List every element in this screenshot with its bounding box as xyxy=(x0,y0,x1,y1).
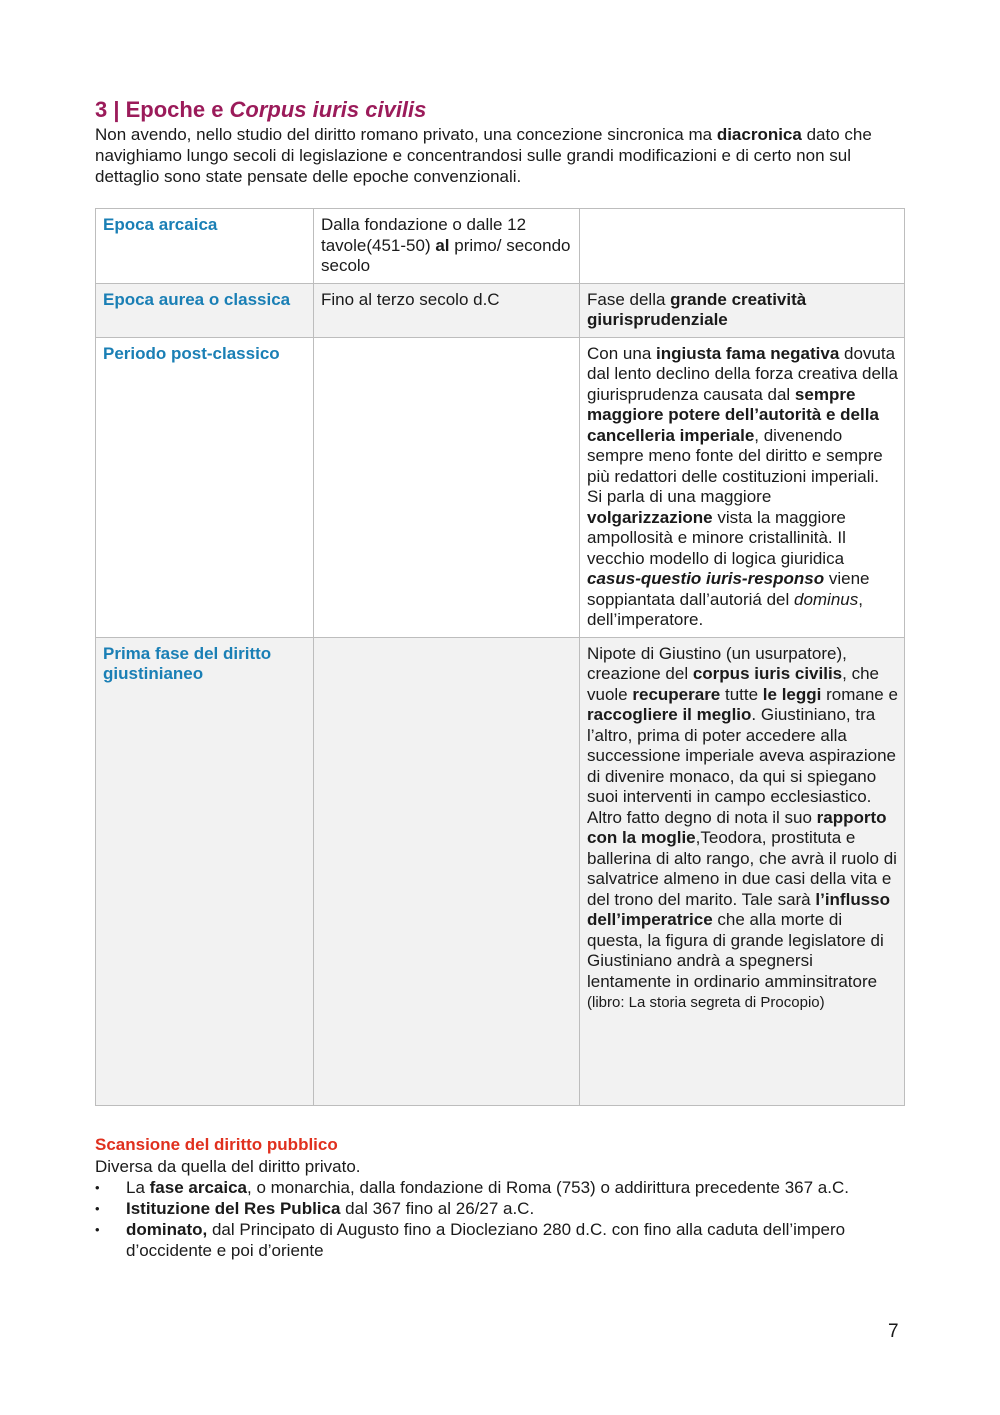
desc-text: ,Teodora, prostituta e ballerina di alto rango, che avrà il ruolo di salvatrice almeno in due casi della vita e del trono del marito. Tale sarà xyxy=(587,828,897,909)
intro-text: Non avendo, nello studio del diritto romano privato, una concezione sincronica ma xyxy=(95,125,717,144)
item-text: La xyxy=(126,1177,150,1197)
intro-bold: diacronica xyxy=(716,125,802,144)
public-law-intro: Diversa da quella del diritto privato. xyxy=(95,1156,361,1176)
desc-bold: le leggi xyxy=(762,684,822,704)
item-text: , o monarchia, dalla fondazione di Roma (753) o addirittura precedente 367 a.C. xyxy=(247,1177,849,1197)
epoch-description xyxy=(580,637,905,1105)
intro-text: dato che navighiamo lungo secoli di legislazione e concentrandosi sulle grandi modificazioni e di certo non sul dettaglio sono state pensate delle epoche convenzionali. xyxy=(95,125,872,186)
desc-text: che alla morte di questa, la figura di grande legislatore di Giustiniano andrà a spegnersi lentamente in ordinario amminsitratore xyxy=(587,910,884,991)
epoch-period: Fino al terzo secolo d.C xyxy=(314,283,580,337)
desc-text: dovuta dal lento declino della forza creativa della giurisprudenza causata dal xyxy=(587,343,898,404)
public-law-title: Scansione del diritto pubblico xyxy=(95,1134,338,1154)
public-law-list xyxy=(95,1177,905,1261)
desc-text: , dell’imperatore. xyxy=(587,589,863,629)
epoch-period xyxy=(314,637,580,1105)
desc-bold: rapporto con la moglie xyxy=(587,807,887,847)
desc-text: Nipote di Giustino (un usurpatore), creazione del xyxy=(587,643,847,683)
table-row xyxy=(96,337,905,637)
desc-bold: sempre maggiore potere dell’autorità e della cancelleria imperiale xyxy=(587,384,879,445)
desc-text: , che vuole xyxy=(587,664,879,704)
desc-text: vista la maggiore ampollosità e minore cristallinità. Il vecchio modello di logica giuridica xyxy=(587,507,846,568)
page-number: 7 xyxy=(888,1321,899,1342)
desc-bold: grande creatività giurisprudenziale xyxy=(587,289,807,329)
epoch-name: Periodo post-classico xyxy=(96,337,314,637)
desc-bold: raccogliere il meglio xyxy=(587,705,752,724)
item-text: dal Principato di Augusto fino a Diocleziano 280 d.C. con fino alla caduta dell’impero d’occidente e poi d’oriente xyxy=(126,1219,846,1260)
section-title-prefix: 3 | Epoche e xyxy=(95,97,230,122)
item-bold: dominato, xyxy=(126,1219,208,1239)
epoch-period xyxy=(314,209,580,284)
desc-bold: ingiusta fama negativa xyxy=(656,343,840,363)
desc-italic: dominus xyxy=(793,589,859,609)
item-bold: fase arcaica xyxy=(149,1177,248,1197)
table-row xyxy=(96,637,905,1105)
item-text: dal 367 fino al 26/27 a.C. xyxy=(340,1198,535,1218)
section-intro xyxy=(95,124,905,187)
period-text: Dalla fondazione o dalle 12 tavole(451-50) xyxy=(321,215,527,255)
bullet-icon: • xyxy=(95,1200,100,1216)
period-text: primo/ secondo secolo xyxy=(321,235,571,275)
list-item xyxy=(95,1198,905,1219)
table-row xyxy=(96,283,905,337)
period-bold: al xyxy=(435,235,450,255)
desc-text: tutte xyxy=(720,684,763,704)
bullet-icon: • xyxy=(95,1179,100,1195)
desc-text: Fase della xyxy=(587,289,671,309)
bullet-icon: • xyxy=(95,1221,100,1237)
desc-text: romane e xyxy=(821,684,898,704)
page-content xyxy=(95,96,905,1261)
desc-bold: recuperare xyxy=(632,684,721,704)
desc-text: viene soppiantata dall’autoriá del xyxy=(587,569,870,609)
epoch-name: Epoca arcaica xyxy=(96,209,314,284)
epoch-description xyxy=(580,337,905,637)
epoch-name: Prima fase del diritto giustinianeo xyxy=(96,637,314,1105)
desc-text: . Giustiniano, tra l’altro, prima di poter accedere alla successione imperiale aveva aspirazione di divenire monaco, da qui si spiegano suoi interventi in campo ecclesiastico. Altro fatto degno di nota il suo xyxy=(587,705,896,827)
epoch-description xyxy=(580,283,905,337)
desc-bold: corpus iuris civilis xyxy=(692,664,843,683)
desc-text: Con una xyxy=(587,343,656,363)
list-item xyxy=(95,1219,905,1261)
list-item xyxy=(95,1177,905,1198)
epoch-description xyxy=(580,209,905,284)
section-title-italic: Corpus iuris civilis xyxy=(229,97,427,122)
desc-text: , divenendo sempre meno fonte del diritto e sempre più redattori delle costituzioni imperiali. xyxy=(587,425,883,486)
epochs-table xyxy=(95,208,905,1106)
desc-bold-italic: casus-questio iuris-responso xyxy=(587,569,825,588)
desc-text: Si parla di una maggiore xyxy=(587,487,772,506)
item-bold: Istituzione del Res Publica xyxy=(126,1198,341,1218)
table-row xyxy=(96,209,905,284)
epoch-period xyxy=(314,337,580,637)
book-reference: (libro: La storia segreta di Procopio) xyxy=(587,994,825,1011)
desc-bold: l’influsso dell’imperatrice xyxy=(587,889,890,929)
desc-bold: volgarizzazione xyxy=(587,507,713,527)
section-title xyxy=(95,96,905,124)
epoch-name: Epoca aurea o classica xyxy=(96,283,314,337)
